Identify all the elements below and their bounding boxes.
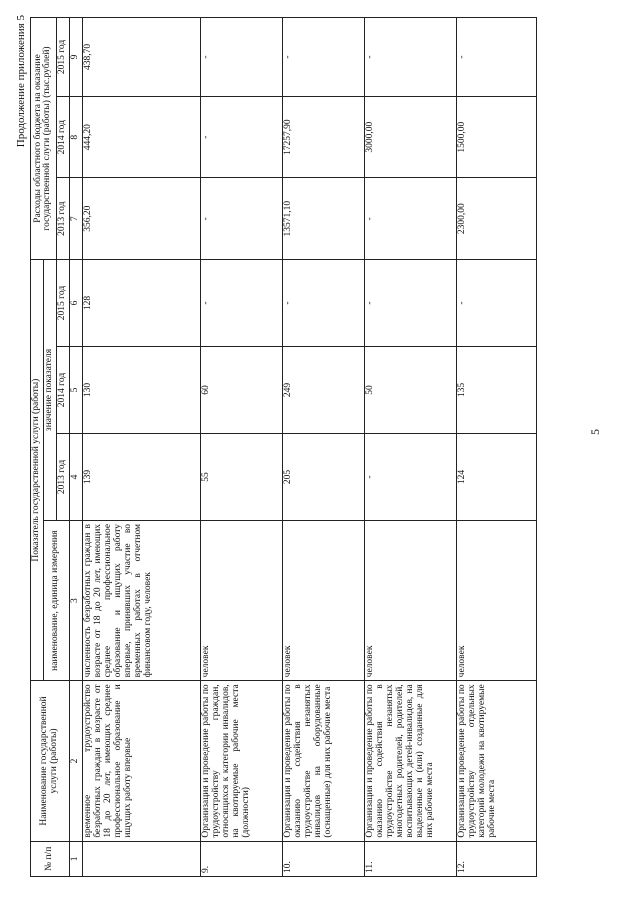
header-indicator-group: Показатель государственной услуги (работы) bbox=[31, 260, 44, 681]
budget-2013: 356,20 bbox=[82, 178, 200, 260]
budget-2013: 2300,00 bbox=[456, 178, 536, 260]
service-name: Организация и проведение работы по трудоустройству граждан, относящихся к категории инвалидов, на квотируемые рабочие места (должности) bbox=[200, 681, 282, 841]
budget-2014: 17257,90 bbox=[282, 96, 364, 178]
indicator-unit: человек bbox=[200, 520, 282, 680]
value-2014: 249 bbox=[282, 347, 364, 434]
service-name: Организация и проведение работы по оказанию содействия в трудоустройстве незанятых инвалидов на оборудованные (оснащенные) для них рабочие места bbox=[282, 681, 364, 841]
table-row bbox=[456, 18, 536, 877]
budget-2013: - bbox=[200, 178, 282, 260]
colnum-4: 4 bbox=[69, 433, 82, 520]
budget-2014: 1500,00 bbox=[456, 96, 536, 178]
table-row bbox=[364, 18, 456, 877]
value-2015: - bbox=[200, 260, 282, 347]
budget-2015: 438,70 bbox=[82, 18, 200, 97]
indicator-unit: человек bbox=[456, 520, 536, 680]
header-budget-group: Расходы областного бюджета на оказание государственной слуги (работы) (тыс.рублей) bbox=[31, 18, 57, 260]
colnum-8: 8 bbox=[69, 96, 82, 178]
value-2015: - bbox=[456, 260, 536, 347]
budget-2013: - bbox=[364, 178, 456, 260]
table-row bbox=[82, 18, 200, 877]
header-budget-2015: 2015 год bbox=[56, 18, 69, 97]
header-value-2013: 2013 год bbox=[56, 433, 69, 520]
value-2014: 60 bbox=[200, 347, 282, 434]
value-2013: 205 bbox=[282, 433, 364, 520]
row-number: 12. bbox=[456, 841, 536, 876]
value-2015: 128 bbox=[82, 260, 200, 347]
header-budget-2014: 2014 год bbox=[56, 96, 69, 178]
value-2014: 130 bbox=[82, 347, 200, 434]
colnum-7: 7 bbox=[69, 178, 82, 260]
colnum-6: 6 bbox=[69, 260, 82, 347]
value-2015: - bbox=[364, 260, 456, 347]
indicator-unit: численность безработных граждан в возрасте от 18 до 20 лет, имеющих среднее профессиональное образование и ищущих работу впервые, принявших участие во временных работах в отчетном финансовом году, человек bbox=[82, 520, 200, 680]
row-number bbox=[82, 841, 200, 876]
header-value-2014: 2014 год bbox=[56, 347, 69, 434]
table-row bbox=[282, 18, 364, 877]
indicator-unit: человек bbox=[282, 520, 364, 680]
budget-2015: - bbox=[364, 18, 456, 97]
budget-2014: - bbox=[200, 96, 282, 178]
colnum-3: 3 bbox=[69, 520, 82, 680]
value-2013: - bbox=[364, 433, 456, 520]
service-name: Организация и проведение работы по оказанию содействия в трудоустройстве незанятых многодетных родителей, родителей, воспитывающих детей-инвалидов, на выделенные и (или) созданные для них рабочие места bbox=[364, 681, 456, 841]
header-unit: наименование, единица измерения bbox=[43, 520, 69, 680]
page-number: 5 bbox=[588, 429, 602, 435]
row-number: 10. bbox=[282, 841, 364, 876]
service-name: временное трудоустройство безработных граждан в возрасте от 18 до 20 лет, имеющих среднее профессиональное образование и ищущих работу впервые bbox=[82, 681, 200, 841]
colnum-9: 9 bbox=[69, 18, 82, 97]
budget-2015: - bbox=[200, 18, 282, 97]
budget-2015: - bbox=[456, 18, 536, 97]
budget-2015: - bbox=[282, 18, 364, 97]
budget-2013: 13571,10 bbox=[282, 178, 364, 260]
header-value-group: значение показателя bbox=[43, 260, 56, 521]
table-row bbox=[200, 18, 282, 877]
row-number: 11. bbox=[364, 841, 456, 876]
colnum-1: 1 bbox=[69, 841, 82, 876]
appendix-note: Продолжение приложения 5 bbox=[15, 15, 27, 148]
row-number: 9. bbox=[200, 841, 282, 876]
value-2013: 55 bbox=[200, 433, 282, 520]
budget-2014: 3000,00 bbox=[364, 96, 456, 178]
indicator-unit: человек bbox=[364, 520, 456, 680]
value-2015: - bbox=[282, 260, 364, 347]
budget-2014: 444,20 bbox=[82, 96, 200, 178]
value-2014: 50 bbox=[364, 347, 456, 434]
value-2014: 135 bbox=[456, 347, 536, 434]
colnum-2: 2 bbox=[69, 681, 82, 841]
header-value-2015: 2015 год bbox=[56, 260, 69, 347]
service-name: Организация и проведение работы по трудоустройству отдельных категорий молодежи на квотируемые рабочие места bbox=[456, 681, 536, 841]
header-budget-2013: 2013 год bbox=[56, 178, 69, 260]
header-service: Наименование государственной услуги (работы) bbox=[31, 681, 70, 841]
column-number-row bbox=[69, 18, 82, 877]
header-no: № п/п bbox=[31, 841, 70, 876]
services-table bbox=[30, 17, 537, 877]
colnum-5: 5 bbox=[69, 347, 82, 434]
value-2013: 139 bbox=[82, 433, 200, 520]
value-2013: 124 bbox=[456, 433, 536, 520]
